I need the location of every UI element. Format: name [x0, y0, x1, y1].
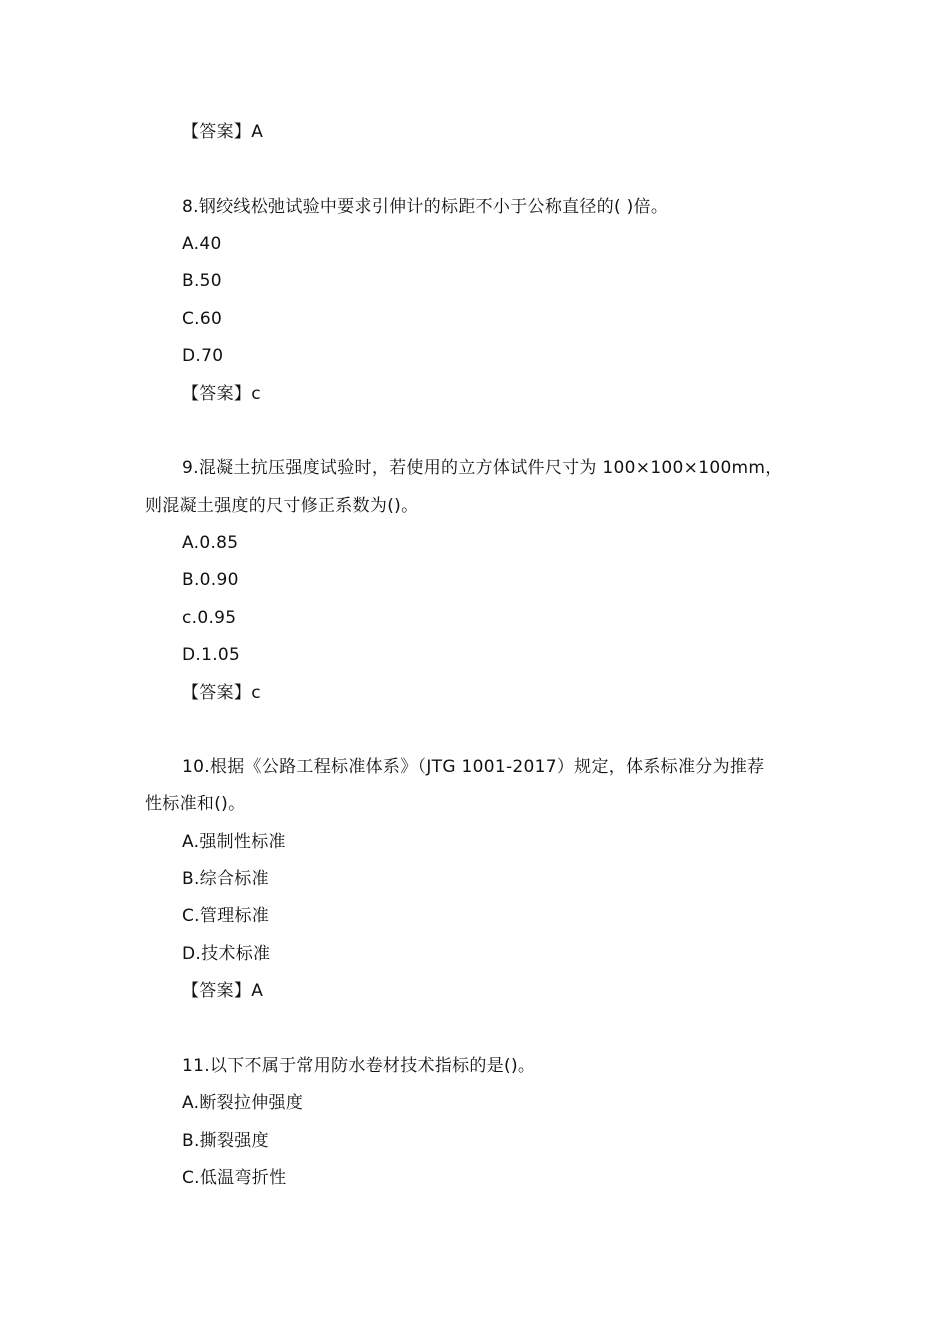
question-9-text-cont: 则混凝土强度的尺寸修正系数为()。	[145, 496, 419, 516]
option-line: B.综合标准	[182, 869, 269, 889]
question-11-text: 11.以下不属于常用防水卷材技术指标的是()。	[182, 1056, 536, 1076]
option-line: B.0.90	[182, 570, 239, 590]
option-line: A.0.85	[182, 533, 239, 553]
answer-line: 【答案】c	[182, 683, 261, 703]
option-line: B.50	[182, 271, 222, 291]
option-line: D.技术标准	[182, 944, 271, 964]
question-9-text: 9.混凝土抗压强度试验时，若使用的立方体试件尺寸为 100×100×100mm，	[182, 458, 783, 478]
question-10-text: 10.根据《公路工程标准体系》（JTG 1001-2017）规定，体系标准分为推荐	[182, 757, 765, 777]
option-line: C.低温弯折性	[182, 1168, 287, 1188]
option-line: C.60	[182, 309, 223, 329]
option-line: A.强制性标准	[182, 832, 286, 852]
option-line: B.撕裂强度	[182, 1131, 269, 1151]
option-line: D.70	[182, 346, 224, 366]
question-8-text: 8.钢绞线松弛试验中要求引伸计的标距不小于公称直径的( )倍。	[182, 197, 669, 217]
option-line: A.断裂拉伸强度	[182, 1093, 304, 1113]
answer-line: 【答案】A	[182, 122, 264, 142]
option-line: c.0.95	[182, 608, 237, 628]
answer-line: 【答案】A	[182, 981, 264, 1001]
option-line: D.1.05	[182, 645, 241, 665]
answer-line: 【答案】c	[182, 384, 261, 404]
option-line: C.管理标准	[182, 906, 270, 926]
option-line: A.40	[182, 234, 222, 254]
question-10-text-cont: 性标准和()。	[145, 794, 246, 814]
